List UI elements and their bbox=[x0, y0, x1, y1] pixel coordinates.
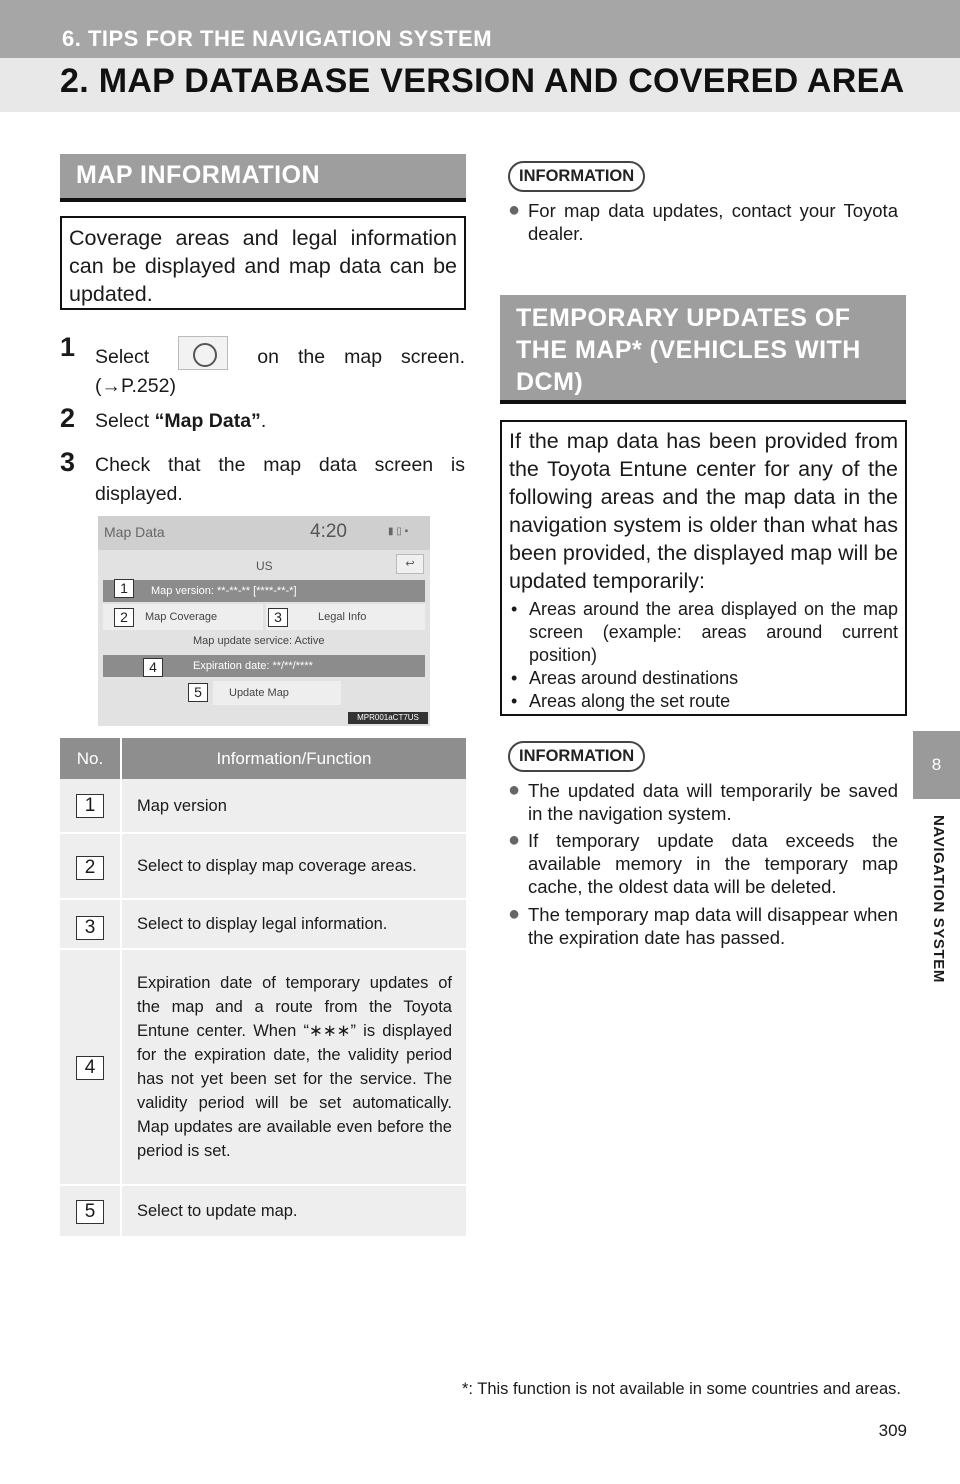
information-bullet bbox=[508, 199, 898, 245]
temporary-updates-intro: If the map data has been provided from the Toyota Entune center for any of the following areas and the map data in the navigation system is older than what has been provided, the displayed map will be updated temporarily: bbox=[509, 429, 898, 593]
step-number: 2 bbox=[60, 403, 76, 433]
bullet-icon: ● bbox=[508, 779, 521, 801]
map-information-intro bbox=[60, 216, 466, 310]
screen-clock: 4:20 bbox=[310, 521, 347, 542]
table-row bbox=[60, 1185, 466, 1237]
list-item: • Areas around destinations bbox=[509, 667, 898, 690]
table-header-row bbox=[60, 738, 466, 779]
temporary-updates-box bbox=[500, 420, 907, 716]
information-bullet bbox=[508, 779, 898, 825]
map-version-row bbox=[103, 580, 425, 602]
navigation-menu-icon bbox=[178, 336, 228, 370]
map-coverage-label: Map Coverage bbox=[145, 611, 218, 623]
row-text: Select to display legal information. bbox=[121, 899, 466, 949]
temporary-updates-list bbox=[509, 598, 898, 713]
bullet-text: The temporary map data will disappear when the expiration date has passed. bbox=[528, 904, 898, 948]
update-map-label: Update Map bbox=[229, 687, 289, 699]
step-text: Select bbox=[95, 346, 150, 368]
information-bullet bbox=[508, 829, 898, 898]
bullet-text: If temporary update data exceeds the available memory in the temporary map cache, the oldest data will be deleted. bbox=[528, 830, 898, 897]
information-label: INFORMATION bbox=[508, 741, 645, 772]
bullet-text: For map data updates, contact your Toyota dealer. bbox=[528, 200, 898, 244]
page-title: 2. MAP DATABASE VERSION AND COVERED AREA bbox=[60, 62, 905, 100]
footnote: *: This function is not available in some countries and areas. bbox=[461, 1380, 901, 1398]
step-number: 3 bbox=[60, 447, 76, 477]
map-data-screenshot bbox=[98, 516, 430, 726]
step-1 bbox=[60, 332, 466, 401]
map-information-heading-text: MAP INFORMATION bbox=[76, 161, 321, 189]
row-text: Map version bbox=[121, 779, 466, 833]
callout-4: 4 bbox=[143, 658, 163, 677]
temporary-updates-heading bbox=[500, 295, 906, 404]
table-row bbox=[60, 779, 466, 833]
bullet-text: The updated data will temporarily be saved in the navigation system. bbox=[528, 780, 898, 824]
row-text: Expiration date of temporary updates of the map and a route from the Toyota Entune center. When “∗∗∗” is displayed for the expiration date, the validity period has not yet been set for the service. The validity period will be set automatically. Map updates are available even before the period is set. bbox=[121, 949, 466, 1185]
callout-5: 5 bbox=[188, 683, 208, 702]
table-header-no: No. bbox=[60, 738, 121, 779]
expiration-text: Expiration date: **/**/**** bbox=[193, 660, 313, 672]
map-information-heading bbox=[60, 154, 466, 202]
row-number: 1 bbox=[76, 794, 104, 818]
table-row bbox=[60, 949, 466, 1185]
bullet-icon: ● bbox=[508, 829, 521, 851]
callout-2: 2 bbox=[114, 608, 134, 627]
callout-1: 1 bbox=[114, 579, 134, 598]
list-item: • Areas around the area displayed on the map screen (example: areas around current position) bbox=[509, 598, 898, 667]
legal-info-label: Legal Info bbox=[318, 611, 367, 623]
row-number: 4 bbox=[76, 1056, 104, 1080]
screen-titlebar bbox=[98, 516, 430, 550]
information-label: INFORMATION bbox=[508, 161, 645, 192]
page-number: 309 bbox=[878, 1421, 907, 1440]
row-text: Select to display map coverage areas. bbox=[121, 833, 466, 899]
step-2 bbox=[60, 403, 465, 436]
back-icon[interactable]: ↩ bbox=[396, 554, 424, 574]
update-map-button[interactable] bbox=[213, 681, 341, 705]
step-number: 1 bbox=[60, 332, 76, 362]
section-label bbox=[0, 0, 960, 58]
map-version-text: Map version: **-**-** [****-**-*] bbox=[151, 585, 297, 597]
chapter-tab[interactable]: 8 bbox=[913, 731, 960, 799]
table-row bbox=[60, 899, 466, 949]
status-icons: ▮ ▯ ▪ bbox=[388, 526, 409, 537]
function-table bbox=[60, 738, 466, 1238]
chapter-label: NAVIGATION SYSTEM bbox=[930, 815, 947, 983]
table-row bbox=[60, 833, 466, 899]
step-text: on the map screen. (→P.252) bbox=[95, 346, 466, 397]
intro-text: Coverage areas and legal information can be displayed and map data can be updated. bbox=[69, 226, 457, 306]
update-service-status: Map update service: Active bbox=[193, 635, 325, 647]
information-bullet bbox=[508, 903, 898, 949]
region-label: US bbox=[256, 559, 273, 573]
table-header-function: Information/Function bbox=[121, 738, 466, 779]
step-text: Check that the map data screen is displayed. bbox=[95, 454, 465, 505]
row-number: 3 bbox=[76, 916, 104, 940]
legal-info-button[interactable] bbox=[266, 604, 425, 630]
bullet-icon: ● bbox=[508, 199, 521, 221]
bullet-icon: ● bbox=[508, 903, 521, 925]
row-number: 2 bbox=[76, 856, 104, 880]
section-title: 6. TIPS FOR THE NAVIGATION SYSTEM bbox=[62, 26, 493, 51]
step-text: Select bbox=[95, 410, 155, 432]
temporary-updates-heading-text: TEMPORARY UPDATES OF THE MAP* (VEHICLES WITH DCM) bbox=[516, 304, 861, 396]
callout-3: 3 bbox=[268, 608, 288, 627]
row-number: 5 bbox=[76, 1200, 104, 1224]
step-text: . bbox=[260, 410, 267, 432]
row-text: Select to update map. bbox=[121, 1185, 466, 1237]
figure-code: MPR001aCT7US bbox=[348, 712, 428, 724]
step-3 bbox=[60, 447, 465, 509]
screen-title: Map Data bbox=[104, 524, 165, 540]
list-item: • Areas along the set route bbox=[509, 690, 898, 713]
step-bold-text: “Map Data” bbox=[154, 410, 261, 432]
